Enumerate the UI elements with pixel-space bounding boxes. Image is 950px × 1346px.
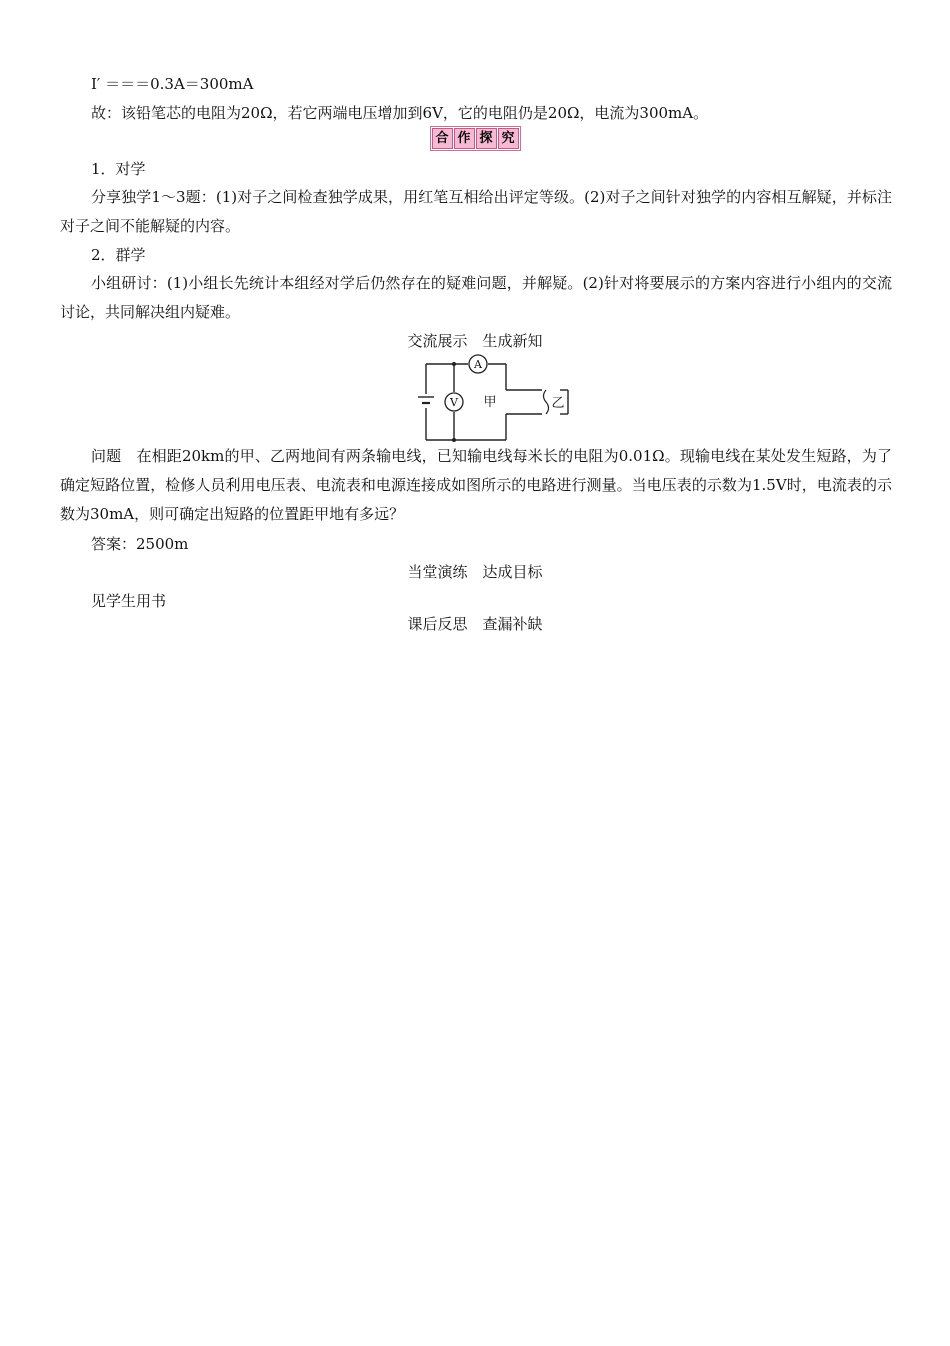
section-heading-group-study: 2．群学 xyxy=(91,246,146,264)
voltmeter-label: V xyxy=(450,396,458,409)
answer-text: 答案：2500m xyxy=(91,535,189,553)
reflection-title: 课后反思 查漏补缺 xyxy=(407,615,543,633)
circuit-diagram xyxy=(412,354,572,442)
badge-char: 作 xyxy=(454,128,475,149)
ammeter-label: A xyxy=(474,358,482,371)
badge-char: 探 xyxy=(476,128,497,149)
exchange-title: 交流展示 生成新知 xyxy=(407,332,543,350)
section-text-group-study: 小组研讨：(1)小组长先统计本组经对学后仍然存在的疑难问题，并解疑。(2)针对将要展示的方案内容进行小组内的交流讨论，共同解决组内疑难。 xyxy=(60,274,892,321)
badge-char: 究 xyxy=(498,128,519,149)
label-jia: 甲 xyxy=(483,395,497,410)
cooperation-badge xyxy=(0,126,950,151)
practice-title: 当堂演练 达成目标 xyxy=(407,563,543,581)
badge-char: 合 xyxy=(432,128,453,149)
section-text-pair-study: 分享独学1～3题：(1)对子之间检查独学成果，用红笔互相给出评定等级。(2)对子之间针对独学的内容相互解疑，并标注对子之间不能解疑的内容。 xyxy=(60,188,892,235)
battery-symbol xyxy=(418,397,434,403)
see-book-text: 见学生用书 xyxy=(91,592,167,610)
label-yi: 乙 xyxy=(551,396,565,411)
section-heading-pair-study: 1．对学 xyxy=(91,160,146,178)
conclusion-text: 故：该铅笔芯的电阻为20Ω，若它两端电压增加到6V，它的电阻仍是20Ω，电流为300mA。 xyxy=(91,104,709,122)
problem-text: 问题 在相距20km的甲、乙两地间有两条输电线，已知输电线每米长的电阻为0.01Ω。现输电线在某处发生短路，为了确定短路位置，检修人员利用电压表、电流表和电源连接成如图所示的电路进行测量。当电压表的示数为1.5V时，电流表的示数为30mA，则可确定出短路的位置距甲地有多远？ xyxy=(60,447,892,523)
formula-line: I′ ＝＝＝0.3A＝300mA xyxy=(91,75,254,93)
